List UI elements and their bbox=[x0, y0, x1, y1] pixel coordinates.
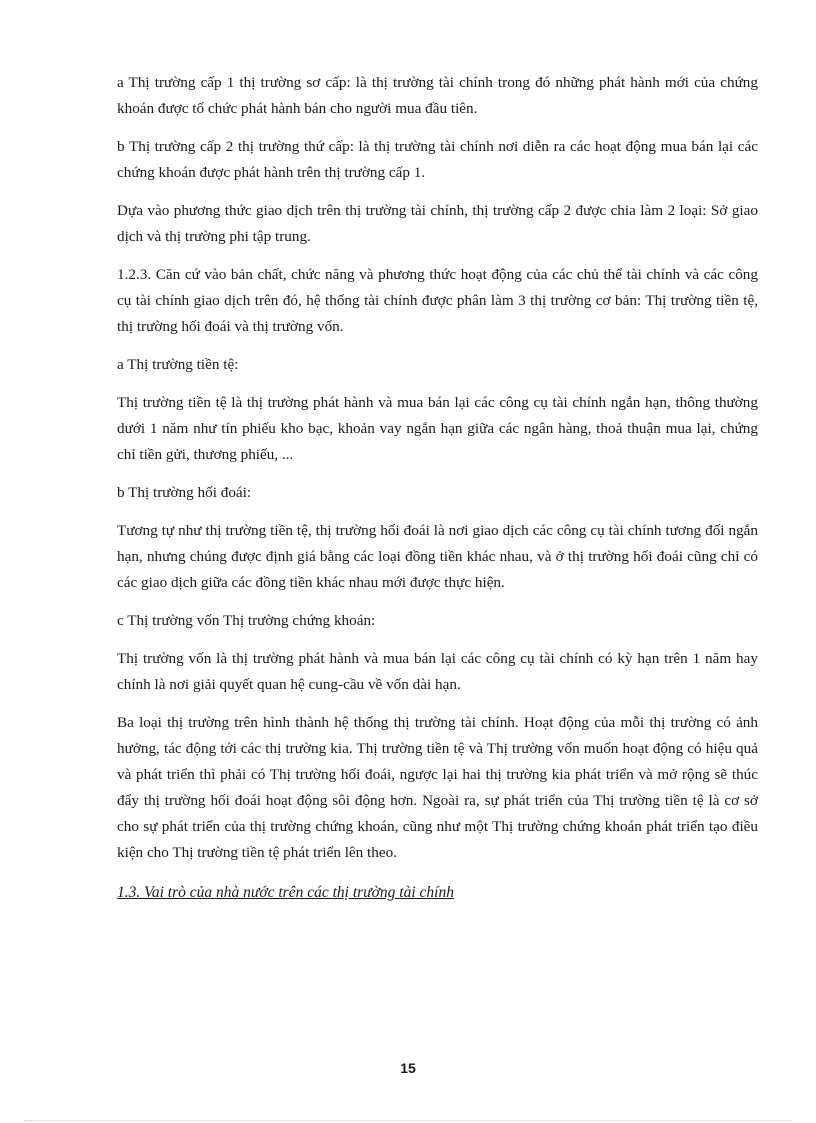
page-bottom-divider bbox=[24, 1120, 792, 1121]
section-heading: 1.3. Vai trò của nhà nước trên các thị trường tài chính bbox=[117, 884, 454, 901]
subheading-forex-market: b Thị trường hối đoái: bbox=[117, 484, 252, 501]
subheading-money-market: a Thị trường tiền tệ: bbox=[117, 356, 239, 373]
page-number: 15 bbox=[400, 1060, 416, 1076]
subheading-capital-market: c Thị trường vốn Thị trường chứng khoán: bbox=[117, 612, 376, 629]
paragraph-capital-market: Thị trường vốn là thị trường phát hành và mua bán lại các công cụ tài chính có kỳ hạn trên 1 năm hay chính là nơi giải quyết quan hệ cung-cầu về vốn dài hạn. bbox=[117, 650, 758, 693]
paragraph-secondary-market: b Thị trường cấp 2 thị trường thứ cấp: là thị trường tài chính nơi diễn ra các hoạt động mua bán lại các chứng khoán được phát hành trên thị trường cấp 1. bbox=[117, 138, 758, 181]
document-body bbox=[117, 70, 758, 906]
paragraph-forex-market: Tương tự như thị trường tiền tệ, thị trường hối đoái là nơi giao dịch các công cụ tài chính tương đối ngắn hạn, nhưng chúng được định giá bằng các loại đồng tiền khác nhau, và ở thị trường hối đoái cũng chỉ có các giao dịch giữa các đồng tiền khác nhau mới được thực hiện. bbox=[117, 522, 758, 591]
paragraph-money-market: Thị trường tiền tệ là thị trường phát hành và mua bán lại các công cụ tài chính ngắn hạn, thông thường dưới 1 năm như tín phiếu kho bạc, khoản vay ngắn hạn giữa các ngân hàng, thoả thuận mua lại, chứng chỉ tiền gửi, thương phiếu, ... bbox=[117, 394, 758, 463]
paragraph-primary-market: a Thị trường cấp 1 thị trường sơ cấp: là thị trường tài chính trong đó những phát hành mới của chứng khoán được tổ chức phát hành bán cho người mua đầu tiên. bbox=[117, 74, 758, 117]
paragraph-classification: 1.2.3. Căn cứ vào bản chất, chức năng và phương thức hoạt động của các chủ thể tài chính và các công cụ tài chính giao dịch trên đó, hệ thống tài chính được phân làm 3 thị trường cơ bản: Thị trường tiền tệ, thị trường hối đoái và thị trường vốn. bbox=[117, 266, 758, 335]
paragraph-trading-methods: Dựa vào phương thức giao dịch trên thị trường tài chính, thị trường cấp 2 được chia làm 2 loại: Sở giao dịch và thị trường phi tập trung. bbox=[117, 202, 758, 245]
paragraph-market-system: Ba loại thị trường trên hình thành hệ thống thị trường tài chính. Hoạt động của mỗi thị trường có ảnh hưởng, tác động tới các thị trường kia. Thị trường tiền tệ và Thị trường vốn muốn hoạt động có hiệu quả và phát triển thì phải có Thị trường hối đoái, ngược lại hai thị trường kia phát triển và mở rộng sẽ thúc đẩy thị trường hối đoái hoạt động sôi động hơn. Ngoài ra, sự phát triển của Thị trường tiền tệ là cơ sở cho sự phát triển của thị trường chứng khoán, cũng như một Thị trường chứng khoán phát triển tạo điều kiện cho Thị trường tiền tệ phát triển lên theo. bbox=[117, 714, 758, 861]
